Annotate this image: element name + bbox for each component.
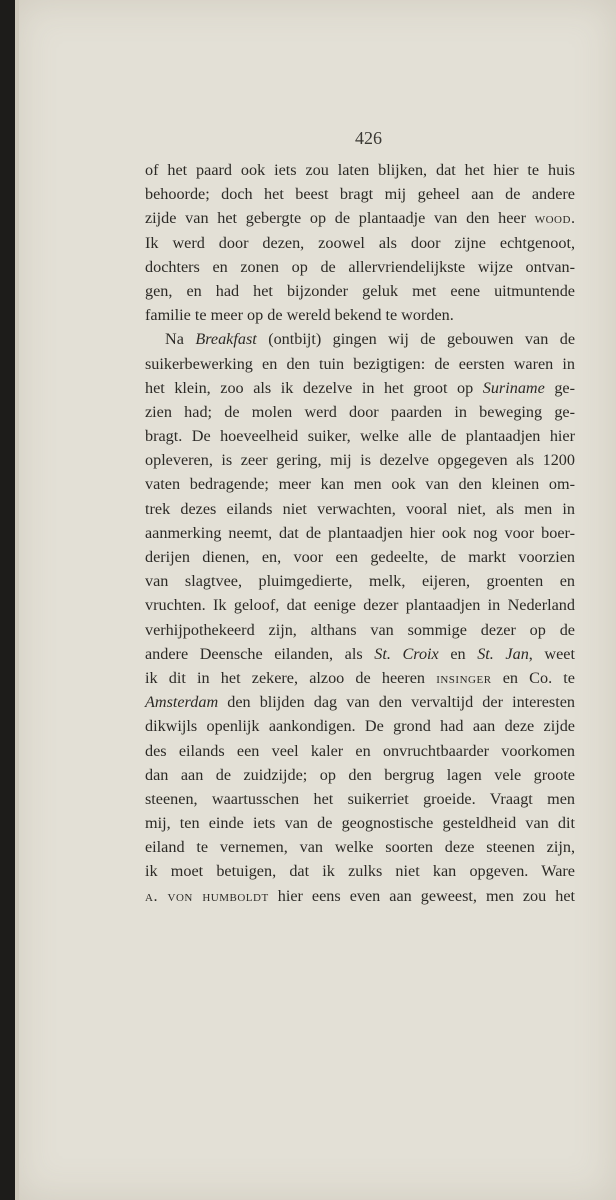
text-segment: bragt. De hoeveelheid suiker, welke alle de plantaadjen hier [145, 427, 575, 446]
text-line [145, 231, 575, 255]
text-line [145, 714, 575, 738]
text-line [145, 376, 575, 400]
text-segment: ik dit in het zekere, alzoo de heeren [145, 668, 437, 687]
text-segment: dan aan de zuidzijde; op den bergrug lagen vele groote [145, 765, 575, 784]
text-segment: ge- [544, 378, 575, 397]
text-line [145, 763, 575, 787]
text-segment: trek dezes eilands niet verwachten, vooral niet, als men in [145, 499, 575, 518]
text-line [145, 835, 575, 859]
text-segment: dikwijls openlijk aankondigen. De grond had aan deze zijde [145, 717, 575, 736]
text-line [145, 206, 575, 230]
page-number: 426 [355, 128, 382, 148]
text-segment: (ontbijt) gingen wij de gebouwen van de [256, 330, 575, 349]
italic-text: Amsterdam [145, 693, 219, 712]
text-line [145, 690, 575, 714]
text-line [145, 569, 575, 593]
text-line [145, 182, 575, 206]
italic-text: Breakfast [195, 330, 257, 349]
text-line [145, 884, 575, 908]
text-segment: opleveren, is zeer gering, mij is dezelve opgegeven als 1200 [145, 451, 575, 470]
text-segment: eiland te vernemen, van welke soorten deze steenen zijn, [145, 838, 575, 857]
text-line [145, 859, 575, 883]
italic-text: Suriname [482, 378, 545, 397]
text-segment: behoorde; doch het beest bragt mij geheel aan de andere [145, 185, 575, 204]
text-line [145, 787, 575, 811]
text-segment: van slagtvee, pluimgedierte, melk, eijeren, groenten en [145, 572, 575, 591]
text-line [145, 255, 575, 279]
text-line [145, 593, 575, 617]
text-line [145, 497, 575, 521]
text-segment: mij, ten einde iets van de geognostische gesteldheid van dit [145, 814, 575, 833]
text-segment: . [570, 209, 575, 228]
text-segment: verhijpothekeerd zijn, althans van sommige dezer op de [145, 620, 575, 639]
text-segment: vruchten. Ik geloof, dat eenige dezer plantaadjen in Nederland [145, 596, 575, 615]
text-segment: dochters en zonen op de allervriendelijkste wijze ontvan- [145, 257, 575, 276]
text-segment: Na [165, 330, 196, 349]
small-caps-name: a. von humboldt [145, 886, 269, 905]
text-line [145, 424, 575, 448]
text-segment: des eilands een veel kaler en onvruchtbaarder voorkomen [145, 741, 575, 760]
text-line [145, 666, 575, 690]
text-segment: en Co. te [491, 668, 575, 687]
text-segment: steenen, waartusschen het suikerriet groeide. Vraagt men [145, 789, 575, 808]
text-segment: suikerbewerking en den tuin bezigtigen: de eersten waren in [145, 354, 575, 373]
text-segment: ik moet betuigen, dat ik zulks niet kan opgeven. Ware [145, 862, 575, 881]
text-segment: en [438, 644, 478, 663]
text-segment: vaten bedragende; meer kan men ook van den kleinen om- [145, 475, 575, 494]
small-caps-name: wood [534, 209, 571, 228]
text-line [145, 279, 575, 303]
body-text [145, 158, 575, 908]
italic-text: St. Croix [374, 644, 439, 663]
text-line [145, 642, 575, 666]
text-line [145, 618, 575, 642]
text-segment: familie te meer op de wereld bekend te worden. [145, 306, 454, 325]
text-segment: of het paard ook iets zou laten blijken, dat het hier te huis [145, 161, 575, 179]
text-segment: zien had; de molen werd door paarden in beweging ge- [145, 402, 575, 421]
book-page [15, 0, 616, 1200]
text-segment: aanmerking neemt, dat de plantaadjen hier ook nog voor boer- [145, 523, 575, 542]
text-line [145, 811, 575, 835]
small-caps-name: insinger [436, 668, 492, 687]
text-line [145, 352, 575, 376]
text-segment: het klein, zoo als ik dezelve in het groot op [145, 378, 483, 397]
text-segment: den blijden dag van den vervaltijd der interesten [218, 693, 575, 712]
text-line [145, 400, 575, 424]
text-segment: gen, en had het bijzonder geluk met eene uitmuntende [145, 281, 575, 300]
text-line [145, 303, 575, 327]
text-segment: hier eens even aan geweest, men zou het [268, 886, 576, 905]
text-line [145, 739, 575, 763]
text-line [145, 448, 575, 472]
text-segment: , weet [528, 644, 575, 663]
italic-text: St. Jan [477, 644, 529, 663]
text-segment: andere Deensche eilanden, als [145, 644, 375, 663]
text-line [145, 327, 575, 351]
text-line [145, 521, 575, 545]
text-line [145, 545, 575, 569]
text-line [145, 158, 575, 182]
page-left-edge [15, 0, 19, 1200]
text-segment: Ik werd door dezen, zoowel als door zijne echtgenoot, [145, 233, 575, 252]
text-segment: zijde van het gebergte op de plantaadje van den heer [145, 209, 535, 228]
text-segment: derijen dienen, en, voor een gedeelte, de markt voorzien [145, 548, 575, 566]
text-line [145, 472, 575, 496]
